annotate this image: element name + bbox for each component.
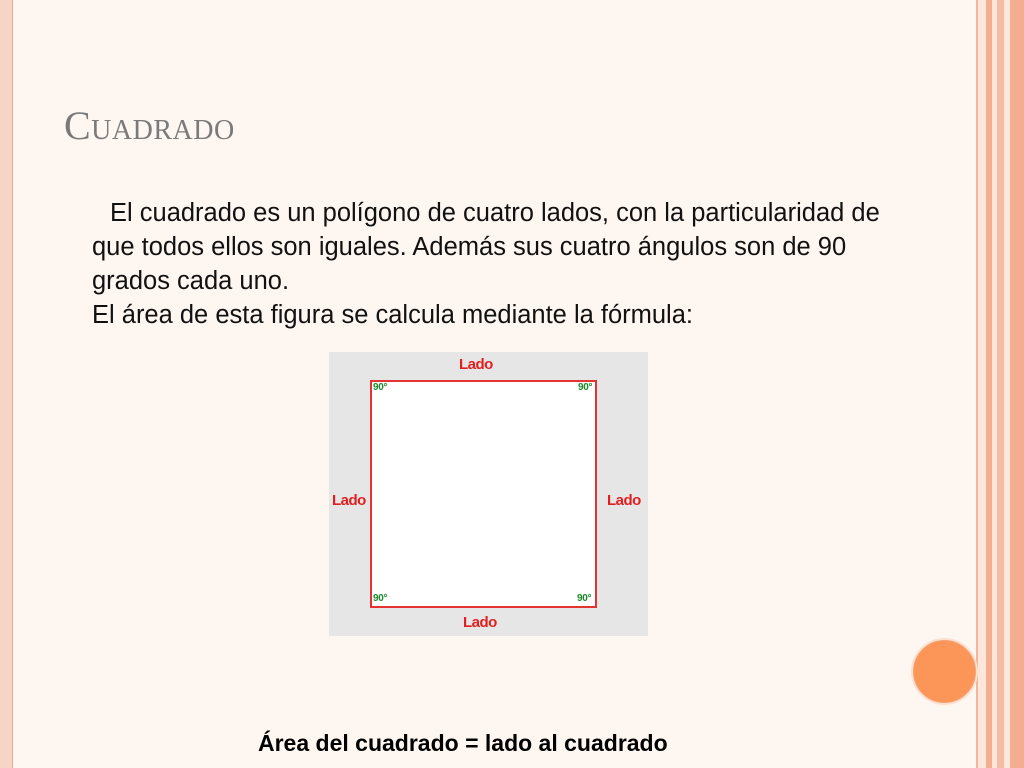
area-formula: Área del cuadrado = lado al cuadrado [258,730,668,756]
angle-label-top-right: 90° [578,382,593,393]
side-label-left: Lado [332,492,366,509]
left-frame-line [12,0,13,768]
slide-title: Cuadrado [64,103,235,148]
angle-label-bottom-left: 90° [373,593,388,604]
decorative-circle [913,640,976,703]
body-text [92,196,912,332]
angle-label-top-left: 90° [373,382,388,393]
right-decorative-stripe [978,0,986,768]
right-decorative-stripe [1010,0,1024,768]
side-label-right: Lado [607,492,641,509]
side-label-top: Lado [459,356,493,373]
square-shape [370,380,597,608]
formula-intro-paragraph: El área de esta figura se calcula mediante la fórmula: [92,301,693,329]
square-diagram [329,352,648,636]
left-frame-border [0,0,12,768]
right-decorative-stripe [997,0,1004,768]
intro-paragraph: El cuadrado es un polígono de cuatro lados, con la particularidad de que todos ellos son iguales. Además sus cuatro ángulos son de 90 grados cada uno. [92,199,880,295]
angle-label-bottom-right: 90° [577,593,592,604]
side-label-bottom: Lado [463,614,497,631]
